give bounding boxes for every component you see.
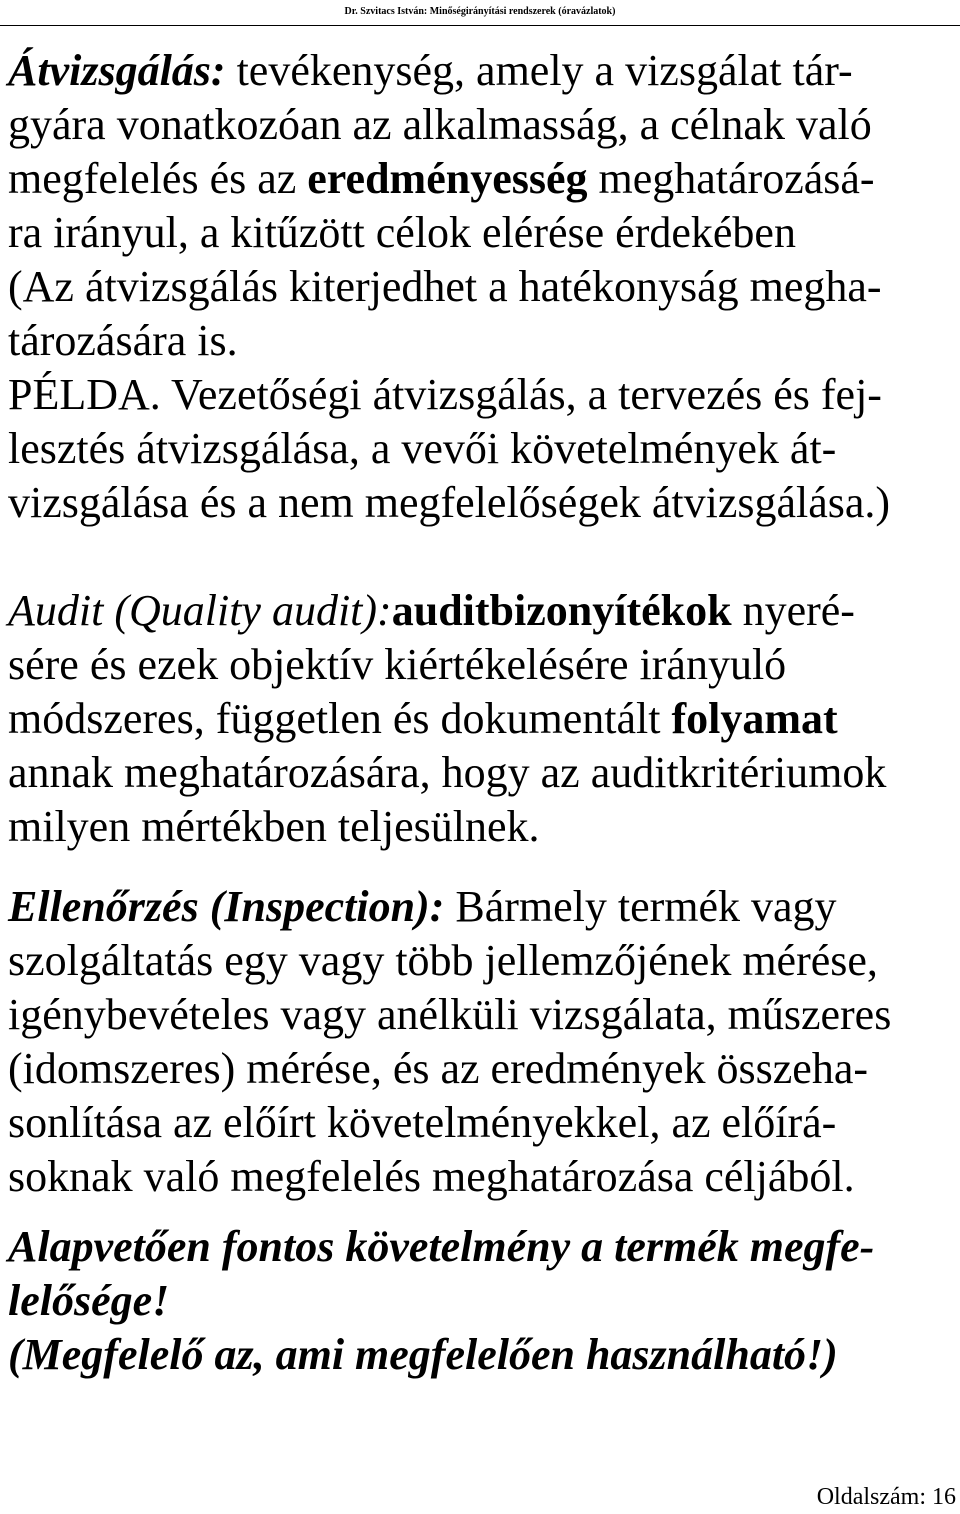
ellenorzes-term: Ellenőrzés (Inspection): — [8, 882, 445, 931]
eredmenyesseg-bold: eredményesség — [307, 154, 588, 203]
folyamat-bold: folyamat — [671, 694, 838, 743]
audit-line-3-a: módszeres, független és dokumentált — [8, 694, 672, 743]
audit-term: Audit (Quality audit): — [8, 586, 392, 635]
page-number: Oldalszám: 16 — [816, 1484, 956, 1510]
ellenorzes-line-2: szolgáltatás egy vagy több jellemzőjének mérése, — [8, 936, 878, 985]
emphasis-line-3: (Megfelelő az, ami megfelelően használható!) — [8, 1330, 838, 1379]
audit-line-2: sére és ezek objektív kiértékelésére irányuló — [8, 640, 787, 689]
audit-line-3 — [8, 692, 838, 746]
atvizsgalas-line-9: vizsgálása és a nem megfelelőségek átvizsgálása.) — [8, 478, 891, 527]
auditbizonyitekok-bold: auditbizonyítékok — [391, 586, 732, 635]
atvizsgalas-line-7: PÉLDA. Vezetőségi átvizsgálás, a tervezés és fej- — [8, 370, 882, 419]
emphasis-line-2: lelősége! — [8, 1276, 170, 1325]
audit-line-1 — [8, 584, 855, 638]
ellenorzes-line-4: (idomszeres) mérése, és az eredmények összeha- — [8, 1044, 869, 1093]
atvizsgalas-line-3-a: megfelelés és az — [8, 154, 308, 203]
atvizsgalas-line-2: gyára vonatkozóan az alkalmasság, a célnak való — [8, 100, 872, 149]
ellenorzes-line-6: soknak való megfelelés meghatározása céljából. — [8, 1152, 855, 1201]
audit-line-1-text: nyeré- — [731, 586, 855, 635]
ellenorzes-line-5: sonlítása az előírt követelményekkel, az előírá- — [8, 1098, 837, 1147]
atvizsgalas-line-3-b: meghatározásá- — [587, 154, 875, 203]
ellenorzes-line-1-text: Bármely termék vagy — [444, 882, 837, 931]
atvizsgalas-line-4: ra irányul, a kitűzött célok elérése érdekében — [8, 208, 796, 257]
atvizsgalas-line-1-text: tevékenység, amely a vizsgálat tár- — [225, 46, 853, 95]
atvizsgalas-line-8: lesztés átvizsgálása, a vevői követelmények át- — [8, 424, 837, 473]
atvizsgalas-line-3 — [8, 152, 875, 206]
atvizsgalas-line-5: (Az átvizsgálás kiterjedhet a hatékonyság megha- — [8, 262, 882, 311]
audit-line-5: milyen mértékben teljesülnek. — [8, 802, 540, 851]
page-header: Dr. Szvitacs István: Minőségirányítási rendszerek (óravázlatok) — [344, 6, 616, 17]
ellenorzes-line-3: igénybevételes vagy anélküli vizsgálata, műszeres — [8, 990, 892, 1039]
header-divider — [0, 25, 960, 26]
atvizsgalas-line-1 — [8, 44, 853, 98]
ellenorzes-line-1 — [8, 880, 837, 934]
audit-line-4: annak meghatározására, hogy az auditkritériumok — [8, 748, 887, 797]
emphasis-line-1: Alapvetően fontos követelmény a termék megfe- — [8, 1222, 875, 1271]
atvizsgalas-line-6: tározására is. — [8, 316, 238, 365]
atvizsgalas-term: Átvizsgálás: — [8, 46, 226, 95]
